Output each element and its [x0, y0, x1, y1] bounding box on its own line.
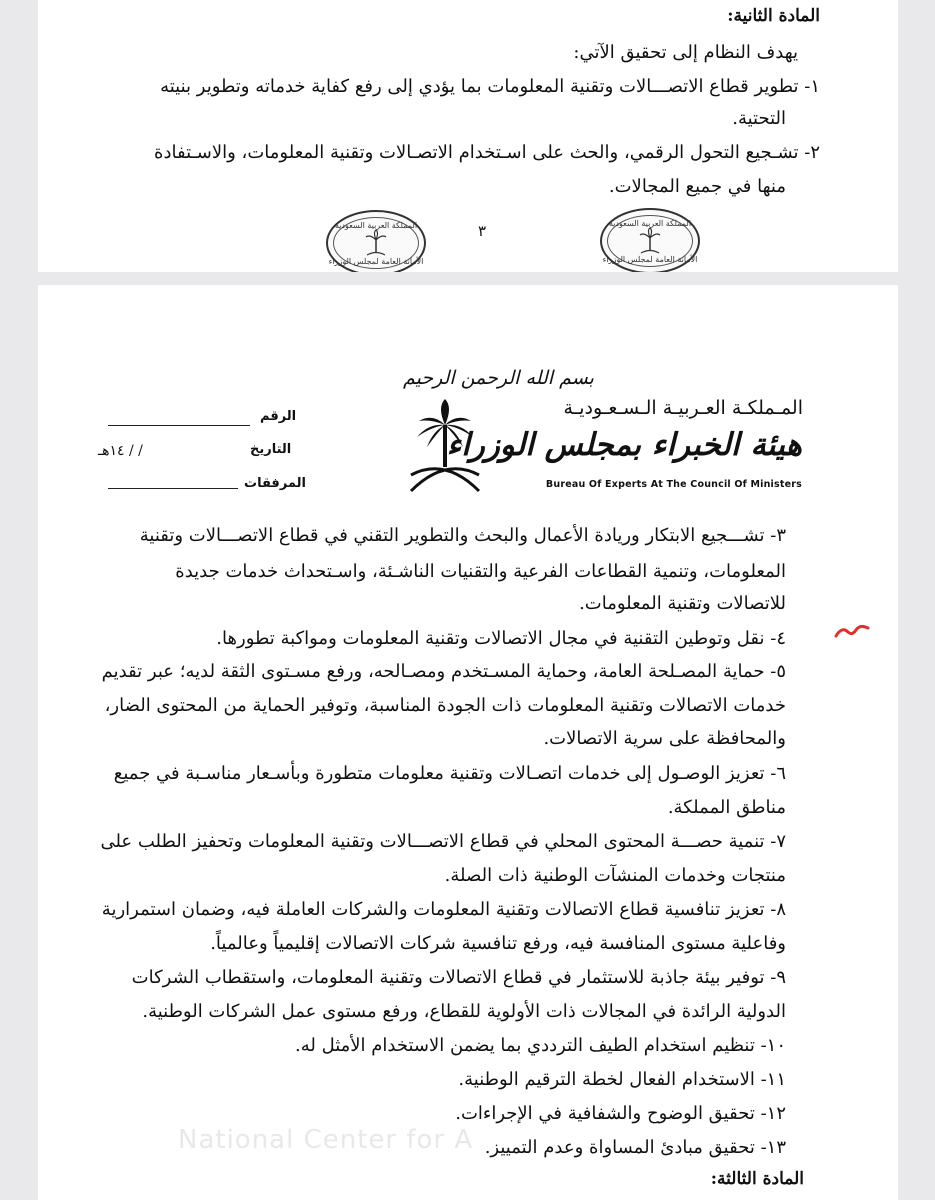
date-label: التاريخ: [250, 442, 292, 457]
article-item-line: والمحافظة على سرية الاتصالات.: [543, 728, 786, 749]
article-item-line: منتجات وخدمات المنشآت الوطنية ذات الصلة.: [444, 865, 786, 886]
article-item-line: ٣- تشـــجيع الابتكار وريادة الأعمال والبحث والتطوير التقني في قطاع الاتصـــالات وتقنية: [139, 525, 786, 546]
article-item-line: منها في جميع المجالات.: [608, 176, 786, 197]
watermark-text: National Center for A: [178, 1125, 474, 1155]
article-item-line: ١٢- تحقيق الوضوح والشفافية في الإجراءات.: [455, 1103, 786, 1124]
article-item-line: وفاعلية مستوى المنافسة فيه، ورفع تنافسية شركات الاتصالات إقليمياً وعالمياً.: [210, 933, 786, 954]
official-seal: المملكة العربية السعودية الأمانة العامة لمجلس الوزراء: [326, 210, 426, 272]
basmala: بسم الله الرحمن الرحيم: [403, 367, 594, 389]
article-item-line: مناطق المملكة.: [667, 797, 786, 818]
letterhead-bureau-english: Bureau Of Experts At The Council Of Ministers: [545, 479, 802, 490]
article-item-line: ٤- نقل وتوطين التقنية في مجال الاتصالات وتقنية المعلومات ومواكبة تطورها.: [216, 628, 786, 649]
official-seal: المملكة العربية السعودية الأمانة العامة لمجلس الوزراء: [600, 208, 700, 272]
date-value: / / ١٤هـ: [98, 443, 143, 459]
red-annotation-mark: [834, 622, 870, 640]
number-label: الرقم: [260, 409, 297, 424]
article-item-line: ٥- حماية المصـلحة العامة، وحماية المسـتخدم ومصـالحه، ورفع مسـتوى الثقة لديه؛ عبر تقديم: [101, 661, 786, 682]
article-item-line: المعلومات، وتنمية القطاعات الفرعية والتقنيات الناشـئة، واسـتحداث خدمات جديدة: [175, 561, 786, 582]
article-item-line: الدولية الرائدة في المجالات ذات الأولوية للقطاع، ورفع مستوى عمل الشركات الوطنية.: [142, 1001, 786, 1022]
article-item-line: ١١- الاستخدام الفعال لخطة الترقيم الوطنية.: [458, 1069, 786, 1090]
article-item-line: ١٣- تحقيق مبادئ المساواة وعدم التمييز.: [484, 1137, 786, 1158]
article-item-line: ٨- تعزيز تنافسية قطاع الاتصالات وتقنية المعلومات والشركات العاملة فيه، وضمان استمرارية: [101, 899, 786, 920]
document-page-top: [38, 0, 898, 272]
article-item-line: التحتية.: [732, 108, 786, 129]
article-heading: المادة الثانية:: [727, 6, 820, 26]
article-item-line: للاتصالات وتقنية المعلومات.: [579, 593, 786, 614]
attachments-label: المرفقات: [244, 476, 306, 491]
attachments-line: [108, 488, 238, 489]
letterhead-kingdom: المـملكـة العـربيـة الـسـعـوديـة: [563, 397, 803, 419]
article-item-line: ١٠- تنظيم استخدام الطيف الترددي بما يضمن الاستخدام الأمثل له.: [295, 1035, 786, 1056]
palm-icon: [364, 228, 388, 258]
article-item-line: ٧- تنمية حصـــة المحتوى المحلي في قطاع الاتصـــالات وتقنية المعلومات وتحفيز الطلب على: [100, 831, 786, 852]
number-line: [108, 425, 250, 426]
article-intro: يهدف النظام إلى تحقيق الآتي:: [573, 42, 798, 63]
article-item-line: خدمات الاتصالات وتقنية المعلومات ذات الجودة المناسبة، وتوفير الحماية من المحتوى الضار،: [104, 695, 786, 716]
palm-icon: [638, 226, 662, 256]
next-article-heading: المادة الثالثة:: [710, 1169, 804, 1189]
page-number: ٣: [478, 222, 487, 240]
article-item-line: ١- تطوير قطاع الاتصـــالات وتقنية المعلومات بما يؤدي إلى رفع كفاية خدماته وتطوير بنيته: [160, 76, 820, 97]
article-item-line: ٢- تشـجيع التحول الرقمي، والحث على اسـتخدام الاتصـالات وتقنية المعلومات، والاسـتفادة: [154, 142, 820, 163]
article-item-line: ٩- توفير بيئة جاذبة للاستثمار في قطاع الاتصالات وتقنية المعلومات، واستقطاب الشركات: [131, 967, 786, 988]
article-item-line: ٦- تعزيز الوصـول إلى خدمات اتصـالات وتقنية معلومات متطورة وبأسـعار مناسـبة في جميع: [113, 763, 786, 784]
document-page-main: [38, 285, 898, 1200]
letterhead-bureau-arabic: هيئة الخبراء بمجلس الوزراء: [446, 427, 802, 463]
